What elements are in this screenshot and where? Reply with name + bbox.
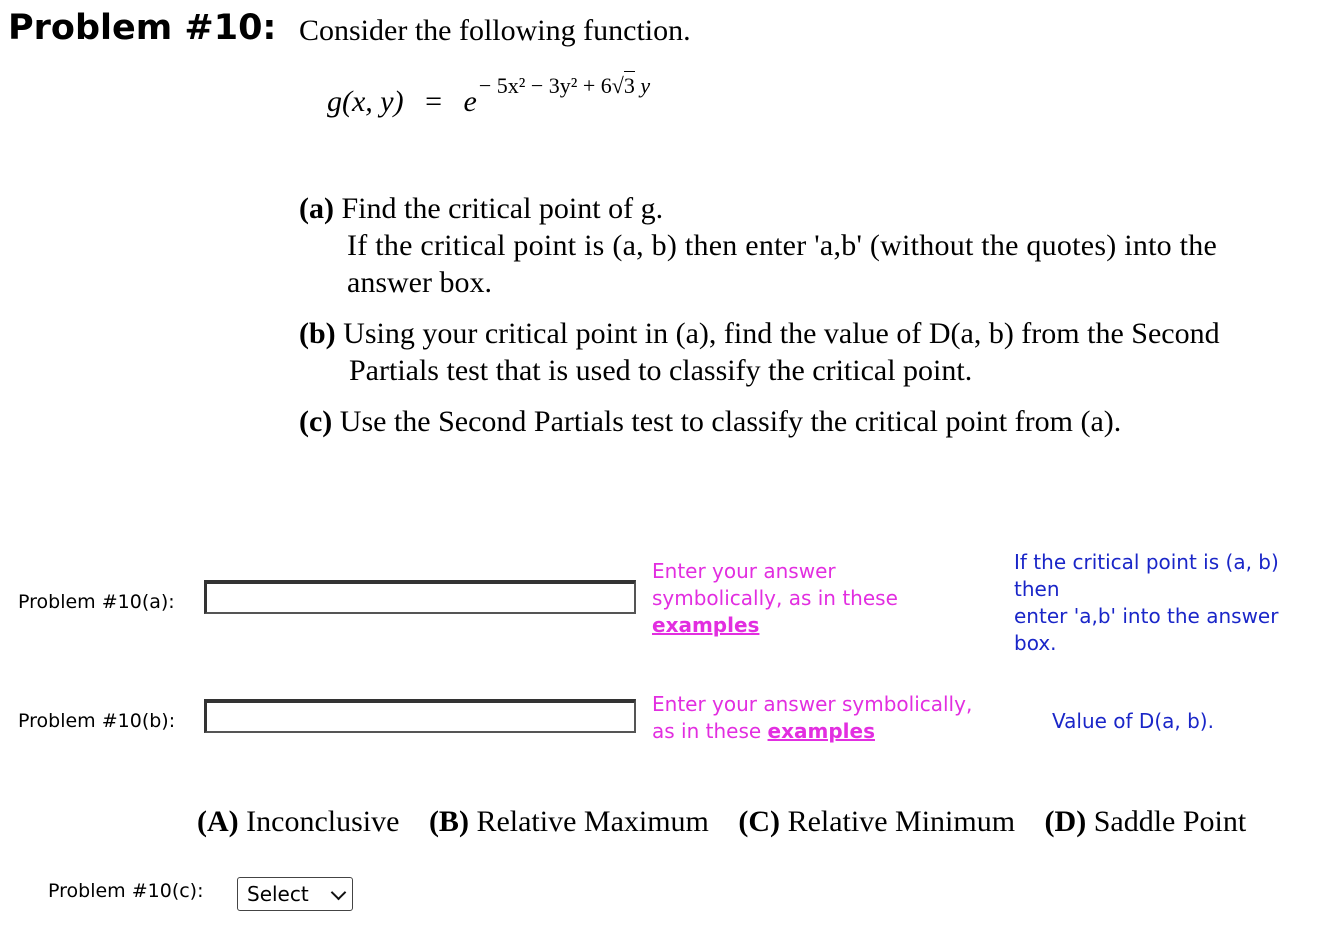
- answer-a-examples-link[interactable]: examples: [652, 613, 760, 637]
- answer-a-hint: Enter your answer symbolically, as in these examples: [652, 559, 898, 637]
- choice-b: (B) Relative Maximum: [428, 805, 709, 838]
- choice-a: (A) Inconclusive: [197, 805, 400, 838]
- choice-c: (C) Relative Minimum: [738, 805, 1016, 838]
- formula-equals: =: [425, 85, 443, 118]
- answer-b-hint: Enter your answer symbolically, as in these examples: [652, 692, 973, 743]
- answer-b-label: Problem #10(b):: [18, 710, 176, 732]
- part-c-label: (c): [299, 405, 333, 438]
- choice-d: (D) Saddle Point: [1044, 805, 1247, 838]
- chevron-down-icon: [331, 885, 347, 901]
- part-b-label: (b): [299, 317, 336, 350]
- part-a-instruction-cont: answer box.: [347, 266, 492, 299]
- formula-exponent: − 5x² − 3y² + 6√3 y: [478, 73, 651, 98]
- answer-a-note: If the critical point is (a, b) then enter 'a,b' into the answer box.: [1014, 550, 1279, 655]
- part-b-text: (b) Using your critical point in (a), find the value of D(a, b) from the Second: [299, 317, 1220, 350]
- function-formula: [327, 73, 651, 119]
- problem-title: Problem #10:: [8, 8, 277, 48]
- classification-choices: [197, 805, 1246, 839]
- answer-a-label: Problem #10(a):: [18, 591, 175, 613]
- answer-a-input[interactable]: [204, 580, 636, 614]
- part-c-text: (c) Use the Second Partials test to classify the critical point from (a).: [299, 405, 1122, 438]
- answer-b-examples-link[interactable]: examples: [767, 719, 875, 743]
- part-a-label: (a): [299, 192, 334, 225]
- answer-b-input[interactable]: [204, 699, 636, 733]
- part-b-text-cont: Partials test that is used to classify the critical point.: [349, 354, 973, 387]
- part-a-instruction: If the critical point is (a, b) then enter 'a,b' (without the quotes) into the: [347, 229, 1218, 262]
- formula-lhs: g(x, y): [327, 85, 404, 118]
- problem-intro: Consider the following function.: [299, 14, 691, 47]
- answer-c-label: Problem #10(c):: [48, 880, 204, 902]
- formula-base: e: [463, 85, 477, 118]
- part-a-text: (a) Find the critical point of g.: [299, 192, 664, 225]
- answer-b-note: Value of D(a, b).: [1052, 709, 1214, 733]
- answer-c-select[interactable]: [237, 877, 353, 911]
- answer-c-selected-value: Select: [247, 882, 309, 906]
